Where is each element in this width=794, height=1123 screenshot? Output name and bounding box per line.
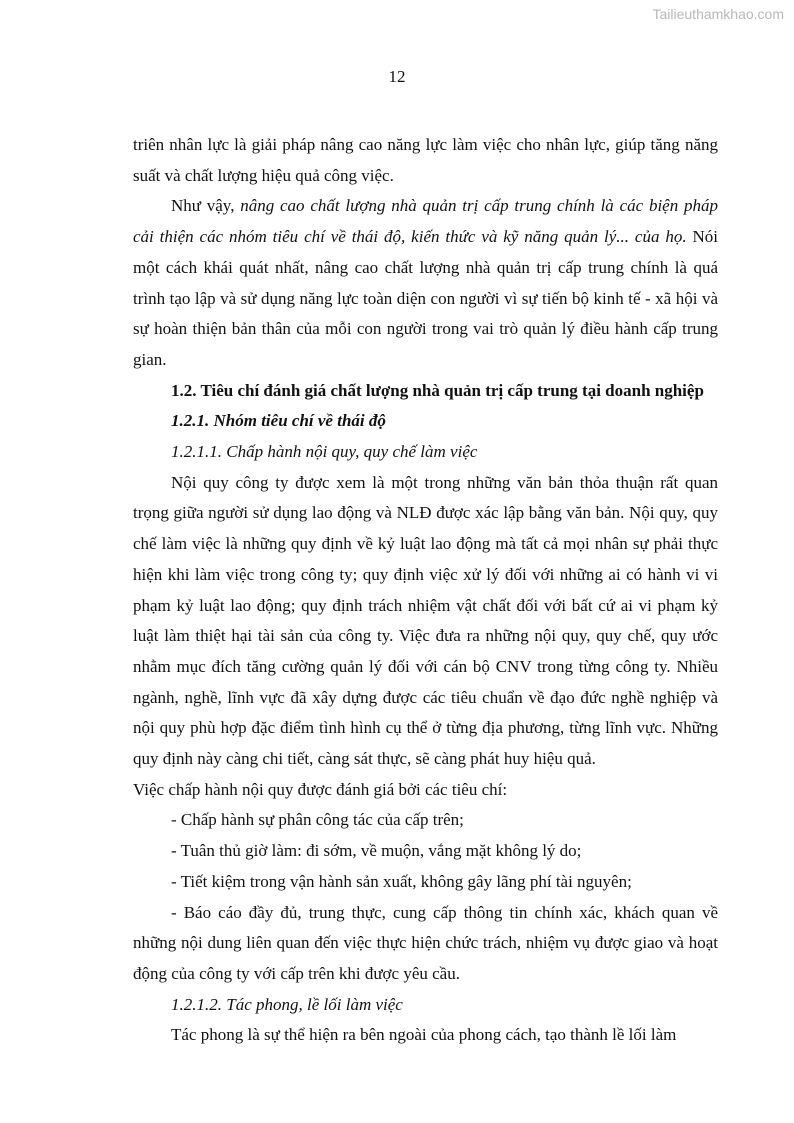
section-heading: 1.2. Tiêu chí đánh giá chất lượng nhà quản trị cấp trung tại doanh nghiệp [171, 380, 704, 400]
paragraph [133, 191, 718, 375]
paragraph: Nội quy công ty được xem là một trong những văn bản thỏa thuận rất quan trọng giữa người sử dụng lao động và NLĐ được xác lập bằng văn bản. Nội quy, quy chế làm việc là những quy định về kỷ luật lao động mà tất cả mọi nhân sự phải thực hiện khi làm việc trong công ty; quy định việc xử lý đối với những ai có hành vi vi phạm kỷ luật lao động; quy định trách nhiệm vật chất đối với bất cứ ai vi phạm kỷ luật làm thiệt hại tài sản của công ty. Việc đưa ra những nội quy, quy chế, quy ước nhằm mục đích tăng cường quản lý đối với cán bộ CNV trong từng công ty. Nhiều ngành, nghề, lĩnh vực đã xây dựng được các tiêu chuẩn về đạo đức nghề nghiệp và nội quy phù hợp đặc điểm tình hình cụ thể ở từng địa phương, từng lĩnh vực. Những quy định này càng chi tiết, càng sát thực, sẽ càng phát huy hiệu quả. [133, 472, 718, 769]
list-item: - Tuân thủ giờ làm: đi sớm, về muộn, vắng mặt không lý do; [171, 841, 582, 861]
list-item: - Tiết kiệm trong vận hành sản xuất, không gây lãng phí tài nguyên; [171, 871, 632, 891]
list-item: - Chấp hành sự phân công tác của cấp trên; [171, 810, 464, 830]
paragraph: triên nhân lực là giải pháp nâng cao năng lực làm việc cho nhân lực, giúp tăng năng suất và chất lượng hiệu quả công việc. [133, 135, 718, 185]
subsubsection-heading: 1.2.1.2. Tác phong, lề lối làm việc [171, 994, 403, 1014]
paragraph-rest: Nói một cách khái quát nhất, nâng cao chất lượng nhà quản trị cấp trung chính là quá trình tạo lập và sử dụng năng lực toàn diện con người vì sự tiến bộ kinh tế - xã hội và sự hoàn thiện bản thân của mỗi con người trong vai trò quản lý điều hành cấp trung gian. [133, 227, 718, 369]
page-number: 12 [388, 67, 406, 86]
subsubsection-heading: 1.2.1.1. Chấp hành nội quy, quy chế làm việc [171, 442, 478, 462]
document-body [133, 130, 718, 1051]
paragraph: Tác phong là sự thể hiện ra bên ngoài của phong cách, tạo thành lề lối làm [171, 1025, 677, 1045]
paragraph-emphasis: nâng cao chất lượng nhà quản trị cấp trung chính là các biện pháp cải thiện các nhóm tiêu chí về thái độ, kiến thức và kỹ năng quản lý... của họ. [133, 196, 718, 247]
paragraph-lead: Như vậy, [171, 196, 241, 216]
paragraph: Việc chấp hành nội quy được đánh giá bởi các tiêu chí: [133, 779, 508, 799]
list-item: - Báo cáo đầy đủ, trung thực, cung cấp thông tin chính xác, khách quan về những nội dung liên quan đến việc thực hiện chức trách, nhiệm vụ được giao và hoạt động của công ty với cấp trên khi được yêu cầu. [133, 902, 718, 983]
subsection-heading: 1.2.1. Nhóm tiêu chí về thái độ [171, 411, 386, 431]
watermark: Tailieuthamkhao.com [652, 6, 784, 22]
